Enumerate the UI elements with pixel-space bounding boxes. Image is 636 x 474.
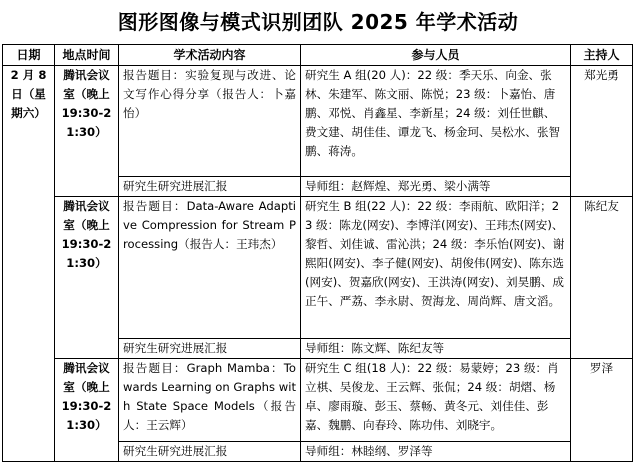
report-cell: 报告题目：实验复现与改进、论文写作心得分享（报告人：卜嘉怡） (119, 66, 301, 177)
header-location: 地点时间 (55, 45, 119, 66)
schedule-table (2, 44, 633, 462)
progress-cell: 研究生研究进展汇报 (119, 442, 301, 462)
table-row (3, 359, 633, 442)
advisors-cell: 导师组：陈文辉、陈纪友等 (301, 339, 571, 359)
host-cell: 罗泽 (571, 359, 633, 462)
advisors-cell: 导师组：林睦纲、罗泽等 (301, 442, 571, 462)
table-row (3, 197, 633, 339)
header-host: 主持人 (571, 45, 633, 66)
host-cell: 陈纪友 (571, 197, 633, 359)
page-title: 图形图像与模式识别团队 2025 年学术活动 (117, 10, 519, 34)
table-header-row (3, 45, 633, 66)
header-date: 日期 (3, 45, 55, 66)
host-cell: 郑光勇 (571, 66, 633, 197)
participants-cell: 研究生 B 组(22 人)：22 级：李雨航、欧阳洋；23 级：陈龙(网安)、李博洋(网安)、王玮杰(网安)、黎哲、刘佳诚、雷沁洪；24 级：李乐怡(网安)、谢熙阳(网安)、李子健(网安)、胡俊伟(网安)、陈东选(网安)、贺嘉欣(网安)、王洪涛(网安)、刘昊鹏、成正午、严荔、李永尉、贺海龙、周尚辉、唐文滔。 (301, 197, 571, 339)
header-content: 学术活动内容 (119, 45, 301, 66)
date-cell: 2 月 8 日（星期六） (3, 66, 55, 462)
header-participants: 参与人员 (301, 45, 571, 66)
progress-cell: 研究生研究进展汇报 (119, 177, 301, 197)
report-cell: 报告题目：Graph Mamba：Towards Learning on Graphs with State Space Models（报告人：王云辉） (119, 359, 301, 442)
location-cell: 腾讯会议室（晚上 19:30-21:30） (55, 197, 119, 359)
report-cell: 报告题目：Data-Aware Adaptive Compression for Stream Processing（报告人：王玮杰） (119, 197, 301, 339)
participants-cell: 研究生 A 组(20 人)：22 级：季天乐、向金、张林、朱建军、陈文丽、陈悦；23 级：卜嘉怡、唐鹏、邓悦、肖鑫星、李新星；24 级：刘任世麒、费文建、胡佳佳、谭龙飞、杨金珂、吴松水、张智鹏、蒋涛。 (301, 66, 571, 177)
advisors-cell: 导师组：赵辉煌、郑光勇、梁小满等 (301, 177, 571, 197)
participants-cell: 研究生 C 组(18 人)：22 级：易蒙婷；23 级：肖立棋、吴俊龙、王云辉、张侃；24 级：胡熠、杨卓、廖雨璇、彭玉、蔡畅、黄冬元、刘佳佳、彭嘉、魏鹏、向春玲、陈功伟、刘晓宇。 (301, 359, 571, 442)
progress-cell: 研究生研究进展汇报 (119, 339, 301, 359)
location-cell: 腾讯会议室（晚上 19:30-21:30） (55, 359, 119, 462)
table-row (3, 66, 633, 177)
location-cell: 腾讯会议室（晚上 19:30-21:30） (55, 66, 119, 197)
